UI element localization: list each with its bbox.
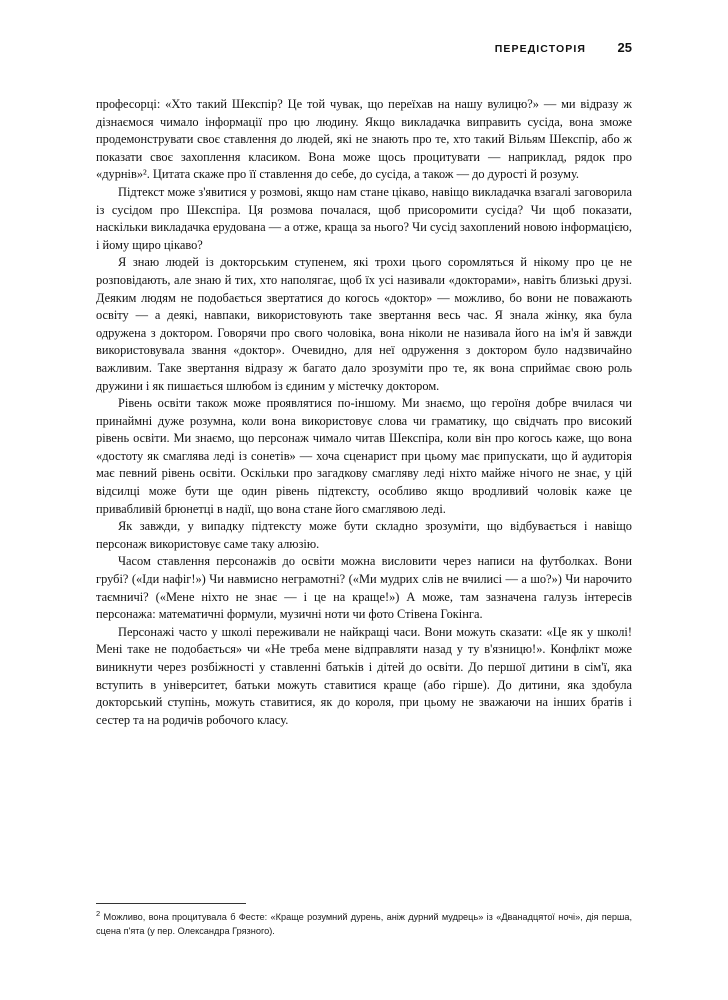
running-title: ПЕРЕДІСТОРІЯ — [494, 43, 586, 55]
paragraph-text-4: Рівень освіти також може проявлятися по-іншому. Ми знаємо, що героїня добре вчилася чи принаймні дуже розумна, коли вона використовує слова чи граматику, що свідчать про високий рівень освіти. Ми знаємо, що персонаж чимало читав Шекспіра, коли він про когось каже, що вона «достоту як смаглява леді із сонетів» — хоча сценарист при цьому має припускати, що й аудиторія має певний рівень освіти. Оскільки про загадкову смагляву леді ніхто майже нічого не знає, у цій відсилці може бути ще один рівень підтексту, особливо якщо вродливий чоловік каже це привабливій брюнетці в надії, що вона стане його смаглявою леді. — [96, 396, 632, 516]
paragraph-text-6: Часом ставлення персонажів до освіти можна висловити через написи на футболках. Вони грубі? («Іди нафіг!») Чи навмисно неграмотні? («Ми мудрих слів не вчилисі — а шо?») Чи нарочито таємничі? («Мене ніхто не знає — і це на краще!») А може, там зазначена галузь інтересів персонажа: математичні формули, музичні ноти чи фото Стівена Гокінга. — [96, 554, 632, 622]
paragraph-text-1: професорці: «Хто такий Шекспір? Це той чувак, що переїхав на нашу вулицю?» — ми відразу ж дізнаємося чимало інформації про цю людину. Якщо викладачка виправить сусіда, вона зможе продемонструвати своє ставлення до людей, які не знають про те, хто такий Вільям Шекспір, або ж показати своє захоплення класиком. Вона може щось процитувати — наприклад, рядок про «дурнів»². Цитата скаже про її ставлення до себе, до сусіда, а також — до дурості й розуму. — [96, 97, 632, 182]
page-header — [96, 40, 632, 55]
footnote-marker: 2 — [96, 908, 101, 918]
paragraph — [96, 184, 632, 254]
paragraph-text-5: Як завжди, у випадку підтексту може бути складно зрозуміти, що відбувається і навіщо персонаж використовує саме таку алюзію. — [96, 519, 632, 551]
paragraph — [96, 96, 632, 184]
paragraph — [96, 254, 632, 395]
footnote — [96, 908, 632, 938]
paragraph-text-3: Я знаю людей із докторським ступенем, які трохи цього соромляться й нікому про це не розповідають, але знаю й тих, хто наполягає, щоб їх усі називали «докторами», навіть близькі друзі. Деяким людям не подобається звертатися до когось «доктор» — можливо, бо вони не поважають освіту — а деякі, навпаки, використовують таке звертання весь час. Я знала жінку, яка була одружена з доктором. Говорячи про свого чоловіка, вона ніколи не називала його на ім'я й завжди використовувала звання «доктор». Очевидно, для неї одруження з доктором було надзвичайно важливим. Таке звертання відразу ж багато дало зрозуміти про те, як вона сприймає свою роль дружини і як пишається шлюбом із єдиним у містечку доктором. — [96, 255, 632, 393]
footnote-section — [96, 903, 632, 938]
paragraph — [96, 395, 632, 518]
footnote-text: Можливо, вона процитувала б Фесте: «Краще розумний дурень, аніж дурний мудрець» із «Дванадцятої ночі», дія перша, сцена п'ята (у пер. Олександра Грязного). — [96, 912, 632, 936]
page-number: 25 — [617, 40, 632, 55]
body-text — [96, 96, 632, 729]
paragraph-text-2: Підтекст може з'явитися у розмові, якщо нам стане цікаво, навіщо викладачка взагалі заговорила із сусідом про Шекспіра. Ця розмова почалася, щоб присоромити сусіда? Чи щоб показати, наскільки викладачка ерудована — а отже, краща за нього? Чи сусід захоплений новою інформацією, і йому щиро цікаво? — [96, 184, 632, 252]
footnote-divider — [96, 903, 246, 904]
paragraph-text-7: Персонажі часто у школі переживали не найкращі часи. Вони можуть сказати: «Це як у школі! Мені таке не подобається» чи «Не треба мене відправляти назад у ту в'язницю!». Конфлікт може виникнути через розбіжності у ставленні батьків і дітей до освіти. До першої дитини в сім'ї, яка вступить в університет, батьки можуть ставитися краще (або гірше). До дитини, яка здобула докторський ступінь, можуть ставитися, як до короля, при цьому не зважаючи на інших братів і сестер та на родичів робочого класу. — [96, 624, 632, 727]
paragraph — [96, 553, 632, 623]
paragraph — [96, 518, 632, 553]
paragraph — [96, 624, 632, 730]
